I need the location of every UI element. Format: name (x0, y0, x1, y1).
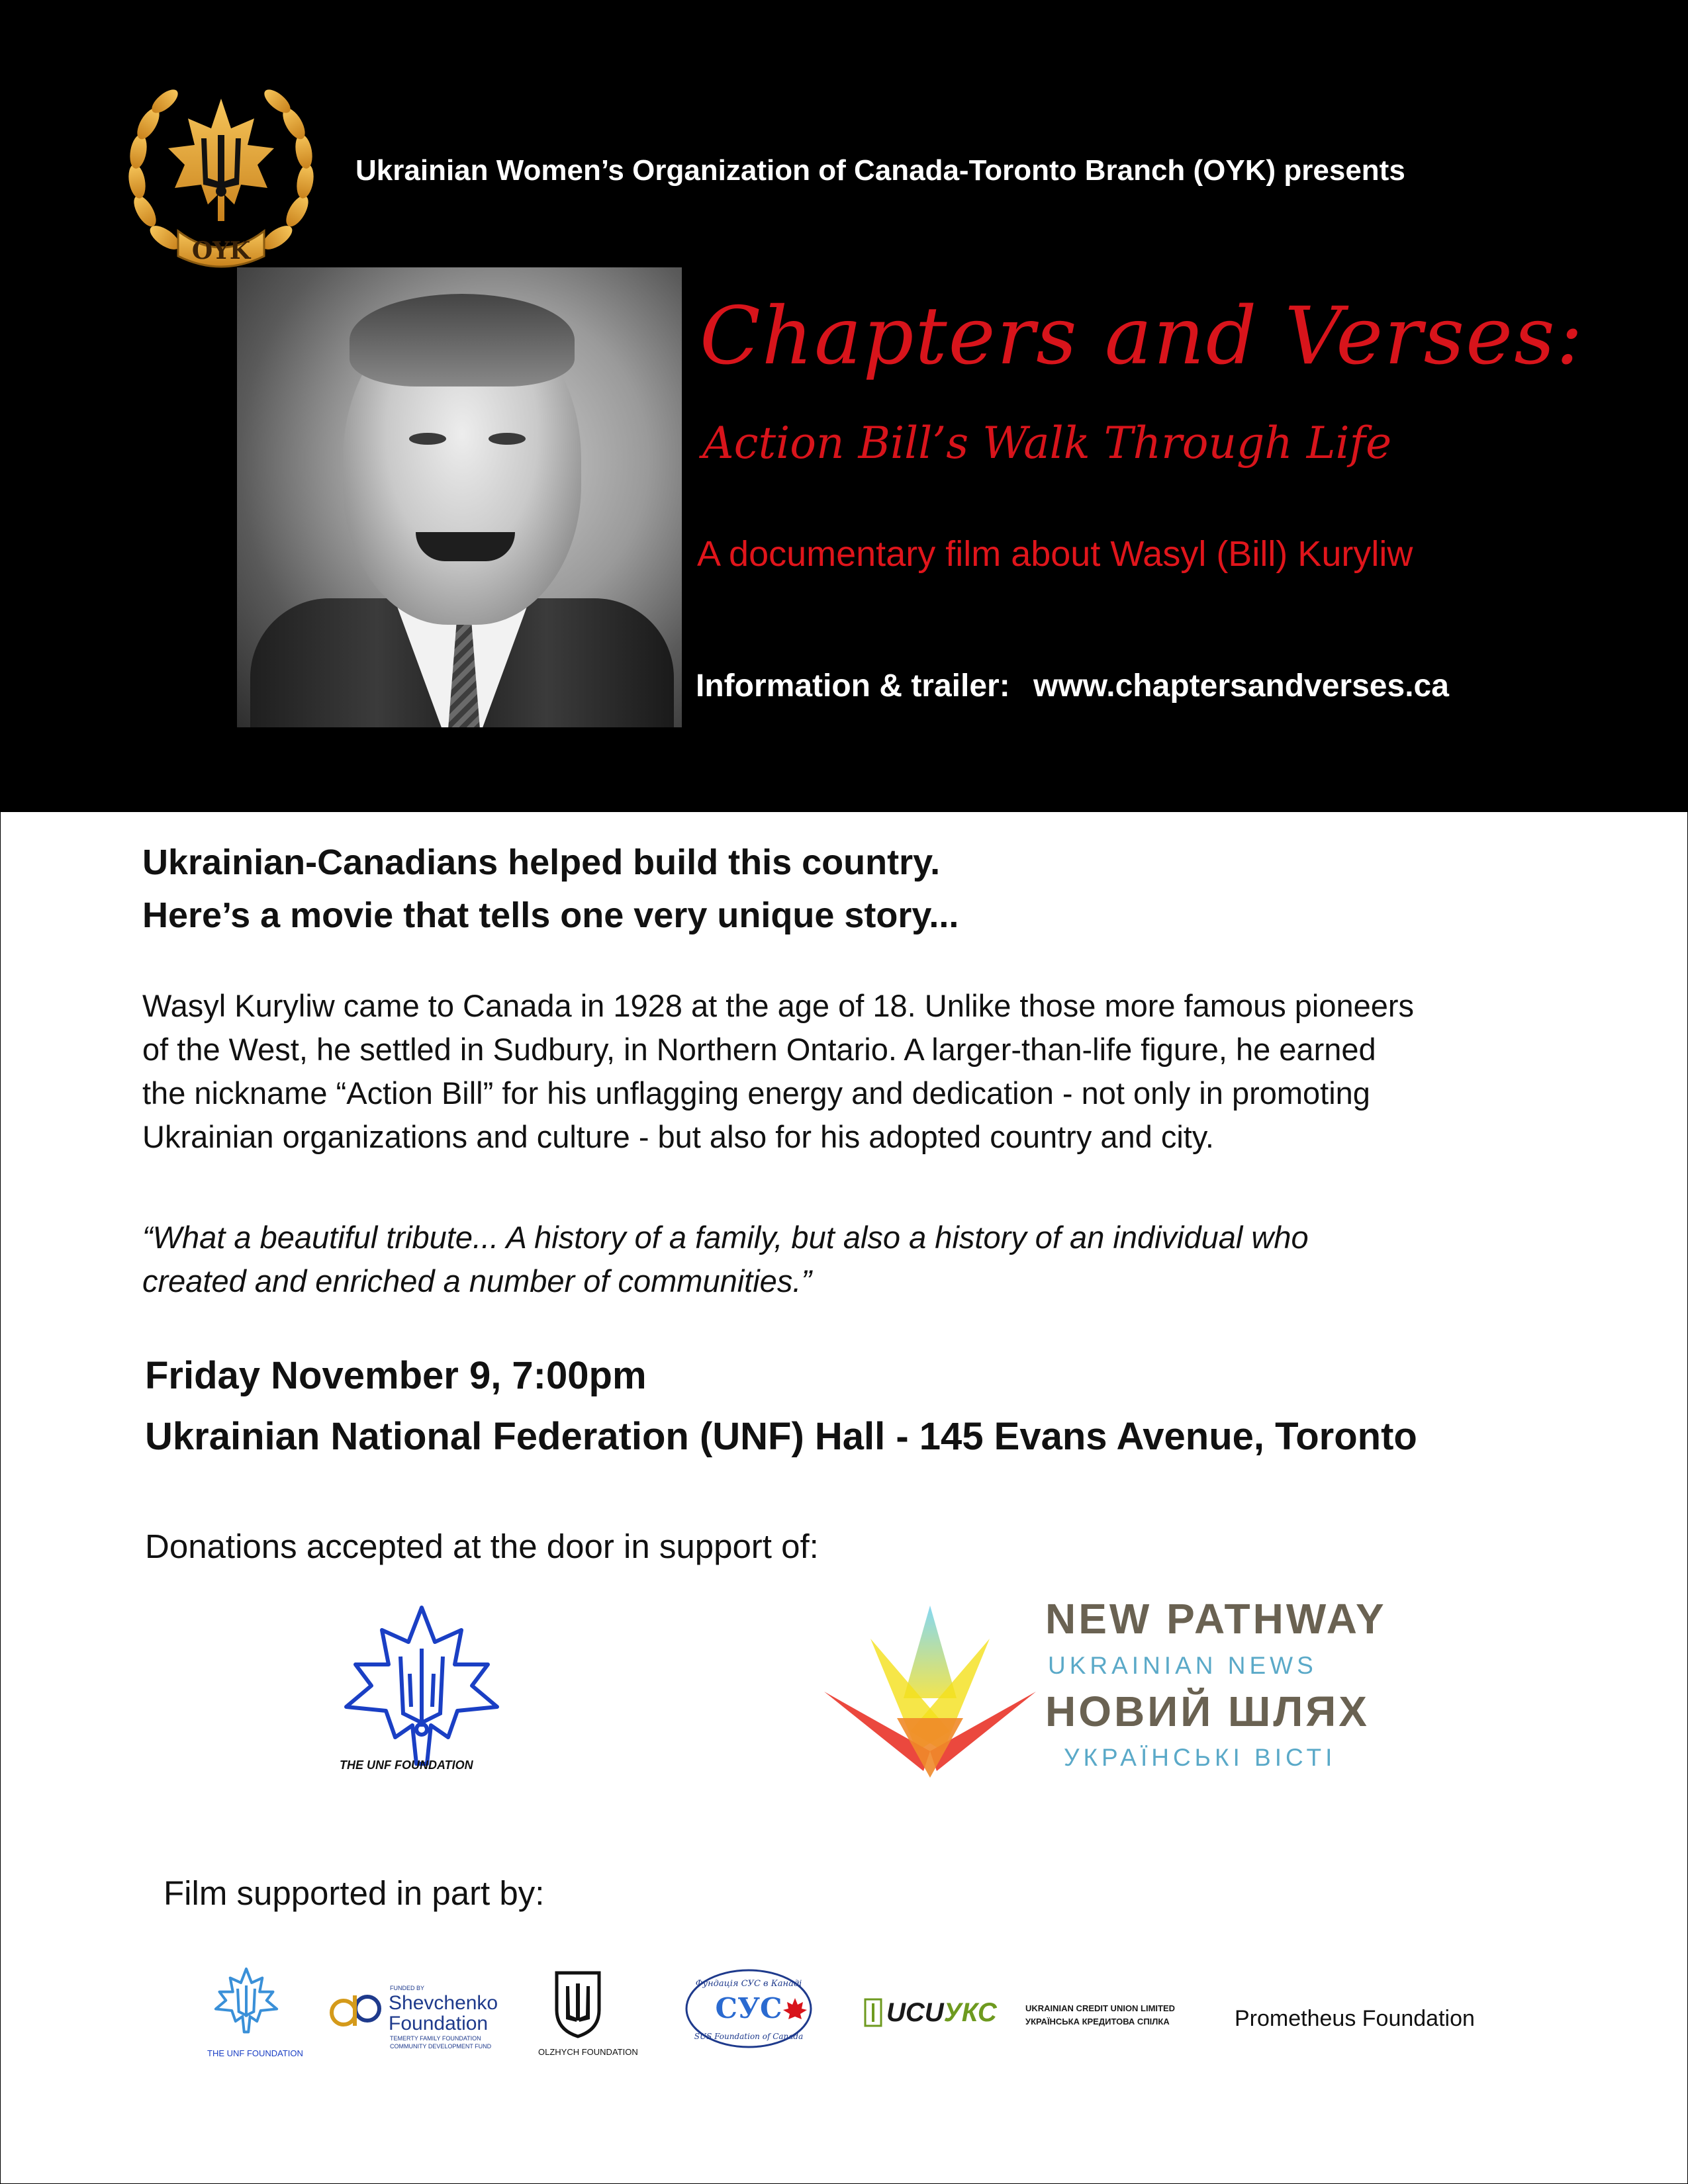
new-pathway-sub-en: UKRAINIAN NEWS (1048, 1652, 1317, 1679)
ucu-line-2: УКРАЇНСЬКА КРЕДИТОВА СПІЛКА (1025, 2017, 1170, 2026)
unf-small-caption: THE UNF FOUNDATION (207, 2048, 303, 2058)
header-banner (1, 1, 1687, 812)
info-label: Information & trailer: (696, 668, 1010, 704)
new-pathway-name-en: NEW PATHWAY (1045, 1595, 1387, 1643)
ucu-lat: UCU (886, 1998, 944, 2027)
paragraph-line: Wasyl Kuryliw came to Canada in 1928 at the age of 18. Unlike those more famous pioneers (142, 988, 1415, 1023)
event-venue: Ukrainian National Federation (UNF) Hall - 145 Evans Avenue, Toronto (145, 1415, 1417, 1458)
unf-foundation-caption: THE UNF FOUNDATION (340, 1758, 473, 1772)
oyk-logo (118, 72, 324, 277)
paragraph-line: the nickname “Action Bill” for his unflagging energy and dedication - not only in promoting (142, 1075, 1370, 1111)
prometheus-foundation: Prometheus Foundation (1235, 2006, 1475, 2031)
shevchenko-line-2: Foundation (389, 2013, 489, 2034)
sus-top-text: Фундація СУС в Канаді (695, 1979, 802, 1989)
shevchenko-name (389, 1993, 498, 2034)
info-line (696, 668, 1449, 704)
quote-line: “What a beautiful tribute... A history of a family, but also a history of an individual who (142, 1220, 1309, 1255)
unf-foundation-logo (332, 1601, 512, 1772)
ucu-line-1: UKRAINIAN CREDIT UNION LIMITED (1025, 2003, 1176, 2013)
ucu-cyr: УКС (943, 1998, 997, 2027)
new-pathway-logo (818, 1599, 1043, 1781)
shevchenko-fund-line-2: COMMUNITY DEVELOPMENT FUND (390, 2043, 492, 2050)
shevchenko-funded-by: FUNDED BY (390, 1985, 425, 1991)
testimonial-quote (142, 1216, 1559, 1303)
headline (142, 836, 959, 942)
olzhych-caption: OLZHYCH FOUNDATION (538, 2047, 638, 2057)
sus-letters: СУС (715, 1992, 782, 2025)
ucu-wordmark (886, 1998, 997, 2028)
description-paragraph (142, 984, 1559, 1159)
supporters-label: Film supported in part by: (164, 1874, 545, 1912)
info-url-link[interactable]: www.chaptersandverses.ca (1033, 668, 1449, 704)
new-pathway-name-ua: НОВИЙ ШЛЯХ (1045, 1688, 1370, 1735)
event-date-time: Friday November 9, 7:00pm (145, 1354, 647, 1397)
shevchenko-logo (329, 1990, 385, 2031)
paragraph-line: Ukrainian organizations and culture - but also for his adopted country and city. (142, 1119, 1214, 1154)
olzhych-shield-logo (553, 1969, 603, 2039)
sus-bottom-text: SUS Foundation of Canada (694, 2032, 804, 2041)
oyk-logo-text: OYK (191, 237, 251, 265)
portrait-photo (237, 267, 682, 727)
headline-line-1: Ukrainian-Canadians helped build this country. (142, 842, 941, 882)
shevchenko-fund-line-1: TEMERTY FAMILY FOUNDATION (390, 2035, 481, 2042)
film-subtitle: Action Bill’s Walk Through Life (702, 418, 1392, 469)
headline-line-2: Here’s a movie that tells one very unique story... (142, 895, 959, 935)
documentary-line: A documentary film about Wasyl (Bill) Kuryliw (697, 534, 1413, 574)
film-title: Chapters and Verses: (700, 291, 1585, 383)
quote-line: created and enriched a number of communities.” (142, 1263, 812, 1298)
sus-foundation-logo (682, 1968, 815, 2050)
presenter-line: Ukrainian Women’s Organization of Canada-Toronto Branch (OYK) presents (355, 154, 1405, 187)
shevchenko-line-1: Shevchenko (389, 1992, 498, 2014)
event-details (145, 1345, 1417, 1467)
donations-label: Donations accepted at the door in support of: (145, 1527, 819, 1565)
paragraph-line: of the West, he settled in Sudbury, in Northern Ontario. A larger-than-life figure, he earned (142, 1032, 1376, 1067)
unf-foundation-small-logo (210, 1965, 283, 2036)
ucu-emblem-icon (864, 1998, 882, 2027)
new-pathway-sub-ua: УКРАЇНСЬКІ ВІСТІ (1064, 1744, 1336, 1771)
